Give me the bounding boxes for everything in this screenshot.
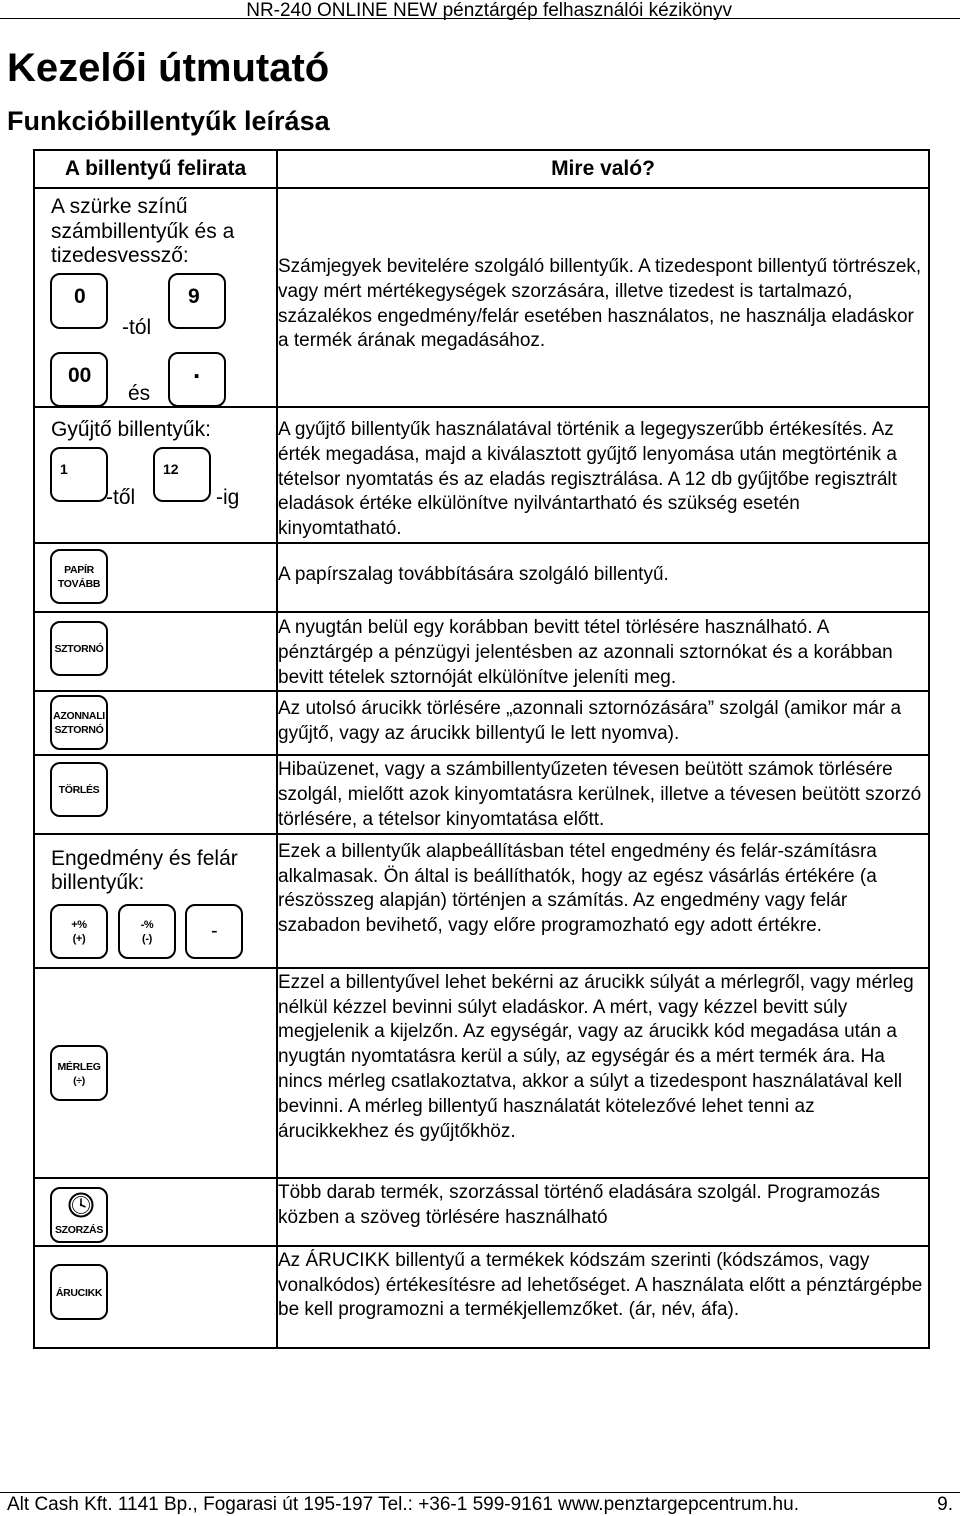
table-row	[34, 1178, 929, 1246]
description-number-keys: Számjegyek bevitelére szolgáló billentyűk. A tizedespont billentyű törtrészek, vagy mért mértékegységek szorzására, illetve tizedest is tartalmazó, százalékos engedmény/felár esetében használatos, ne használja eladáskor a termék árának megadásához.	[277, 188, 929, 407]
key-cell-multiply	[34, 1178, 277, 1246]
document-title: NR-240 ONLINE NEW pénztárgép felhasználói kézikönyv	[246, 0, 732, 21]
description-clear: Hibaüzenet, vagy a számbillentyűzeten tévesen beütött számok törlésére szolgál, mielőtt azok kinyomtatásra kerülnek, illetve a tévesen beütött szorzó törlésére, a tételsor kinyomtatása előtt.	[277, 755, 929, 833]
section-title: Funkcióbillentyűk leírása	[7, 106, 330, 136]
table-row	[34, 1246, 929, 1348]
column-header-key: A billentyű felirata	[34, 150, 277, 188]
page-title: Kezelői útmutató	[7, 46, 330, 90]
table-row	[34, 407, 929, 543]
key-department-12: 12	[153, 447, 211, 502]
key-department-1: 1	[50, 447, 108, 502]
table-row	[34, 755, 929, 833]
key-cell-number-keys	[34, 188, 277, 407]
key-cell-plu	[34, 1246, 277, 1348]
column-header-description: Mire való?	[277, 150, 929, 188]
key-percent-minus: -% (-)	[118, 904, 176, 959]
clock-icon	[68, 1192, 94, 1218]
department-keys-label: Gyűjtő billentyűk:	[51, 418, 211, 441]
description-plu: Az ÁRUCIKK billentyű a termékek kódszám szerinti (kódszámos, vagy vonalkódos) értékesítésre ad lehetőséget. A használata előtt a pénztárgépbe be kell programozni a termékjellemzőket. (ár, név, áfa).	[277, 1246, 929, 1348]
key-void: SZTORNÓ	[50, 621, 108, 676]
key-cell-paper-feed	[34, 543, 277, 612]
connector-tol: -tól	[122, 316, 152, 339]
key-percent-plus: +% (+)	[50, 904, 108, 959]
key-immediate-void: AZONNALI SZTORNÓ	[50, 695, 108, 750]
footer-rule	[0, 1492, 960, 1493]
connector-tol: -től	[106, 486, 136, 509]
key-9: 9	[168, 273, 226, 329]
table-row	[34, 968, 929, 1178]
key-multiply: SZORZÁS	[50, 1187, 108, 1243]
footer-text: Alt Cash Kft. 1141 Bp., Fogarasi út 195-197 Tel.: +36-1 599-9161 www.penztargepcentrum.hu.	[7, 1494, 799, 1515]
key-cell-clear	[34, 755, 277, 833]
key-0: 0	[50, 273, 108, 329]
table-row	[34, 834, 929, 968]
key-cell-department-keys	[34, 407, 277, 543]
description-immediate-void: Az utolsó árucikk törlésére „azonnali sztornózására” szolgál (amikor már a gyűjtő, vagy az árucikk billentyű le lett nyomva).	[277, 691, 929, 755]
header-rule	[0, 18, 960, 19]
description-paper-feed: A papírszalag továbbítására szolgáló billentyű.	[277, 543, 929, 612]
description-void: A nyugtán belül egy korábban bevitt tétel törlésére használható. A pénztárgép a pénzügyi jelentésben az azonnali sztornókat és a korábban bevitt tételek sztornóját elkülönítve jeleníti meg.	[277, 612, 929, 691]
key-cell-void	[34, 612, 277, 691]
key-00: 00	[50, 352, 108, 407]
key-scale: MÉRLEG (÷)	[50, 1045, 108, 1101]
connector-es: és	[128, 382, 151, 405]
key-cell-scale	[34, 968, 277, 1178]
description-multiply: Több darab termék, szorzással történő eladására szolgál. Programozás közben a szöveg törlésére használható	[277, 1178, 929, 1246]
connector-ig: -ig	[216, 486, 240, 509]
key-decimal-point: .	[168, 352, 226, 407]
table-row	[34, 691, 929, 755]
table-row	[34, 188, 929, 407]
table-row	[34, 543, 929, 612]
key-cell-discount-surcharge	[34, 834, 277, 968]
key-plu: ÁRUCIKK	[50, 1264, 108, 1320]
key-paper-feed: PAPÍR TOVÁBB	[50, 549, 108, 604]
key-cell-immediate-void	[34, 691, 277, 755]
number-keys-label: A szürke színű számbillentyűk és a tizedesvessző:	[51, 195, 235, 267]
key-minus: -	[185, 904, 243, 959]
function-key-table	[33, 149, 930, 1349]
description-discount-surcharge: Ezek a billentyűk alapbeállításban tétel engedmény és felár-számításra alkalmasak. Ön által is beállíthatók, hogy az egész vásárlás értékére (a részösszeg alapján) történjen a számítás. Az engedmény vagy felár szabadon bevihető, vagy előre programozható egy adott értékre.	[277, 834, 929, 968]
description-department-keys: A gyűjtő billentyűk használatával történik a legegyszerűbb értékesítés. Az érték megadása, majd a kiválasztott gyűjtő lenyomása után megtörténik a tételsor nyomtatás és az eladás regisztrálása. A 12 db gyűjtőbe regisztrált eladások értéke elkülönítve nyilvántartható és szükség esetén kinyomtatható.	[277, 407, 929, 543]
discount-keys-label: Engedmény és felár billentyűk:	[51, 846, 238, 895]
description-scale: Ezzel a billentyűvel lehet bekérni az árucikk súlyát a mérlegről, vagy mérleg nélkül kézzel bevinni súlyt eladáskor. A mért, vagy kézzel bevitt súly megjelenik a kijelzőn. Az egységár, vagy az árucikk kód megadása után a nyugtán nyomtatásra kerül a súly, az egységár és a mért termék ára. Ha nincs mérleg csatlakoztatva, akkor a súlyt a tizedespont használatával kell bevinni. A mérleg billentyű használatát kötelezővé lehet tenni az árucikkekhez és gyűjtőkhöz.	[277, 968, 929, 1178]
table-header-row	[34, 150, 929, 188]
key-clear: TÖRLÉS	[50, 762, 108, 817]
table-row	[34, 612, 929, 691]
page-number: 9.	[937, 1494, 953, 1515]
